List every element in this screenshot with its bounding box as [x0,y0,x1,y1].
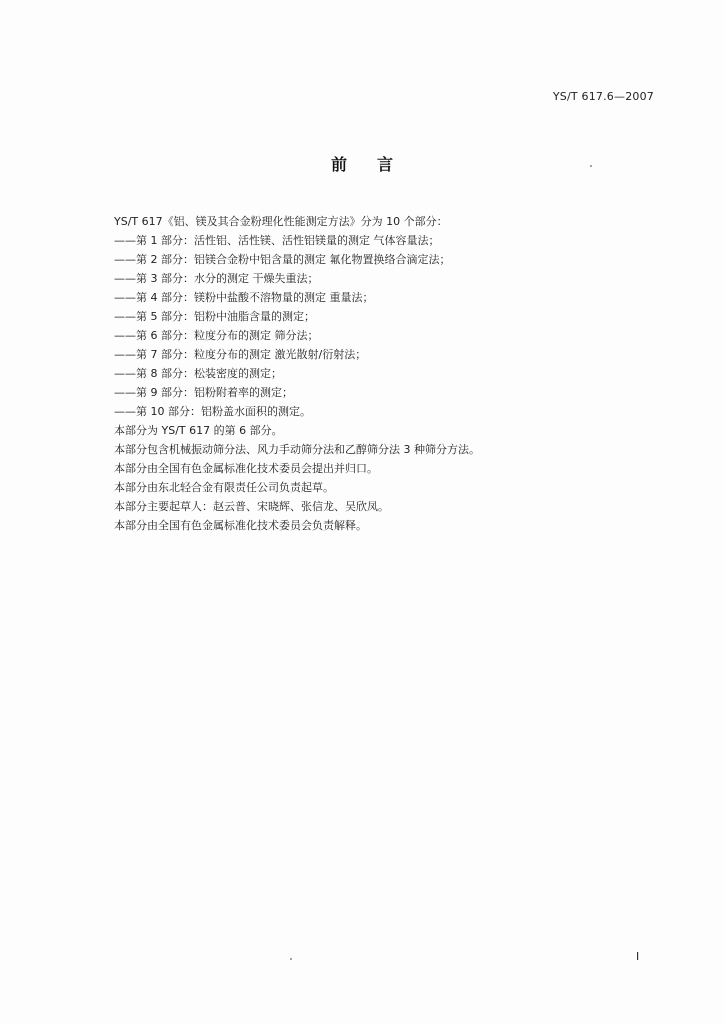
parts-list [114,231,674,421]
foreword-body [114,212,674,535]
foreword-paragraphs [114,421,674,535]
scan-speck [590,165,592,167]
list-item: ——第 8 部分：松装密度的测定； [114,367,282,380]
scan-speck [290,958,292,960]
document-code: YS/T 617.6—2007 [552,90,654,103]
list-item: ——第 7 部分：粒度分布的测定 激光散射/衍射法； [114,348,367,361]
paragraph: 本部分包含机械振动筛分法、风力手动筛分法和乙醇筛分法 3 种筛分方法。 [114,443,480,456]
paragraph: 本部分由全国有色金属标准化技术委员会负责解释。 [114,519,367,532]
list-item: ——第 5 部分：铝粉中油脂含量的测定； [114,310,315,323]
intro-line: YS/T 617《铝、镁及其合金粉理化性能测定方法》分为 10 个部分： [114,215,448,228]
paragraph: 本部分由东北轻合金有限责任公司负责起草。 [114,481,334,494]
page-number: I [636,950,640,963]
list-item: ——第 10 部分：铝粉盖水面积的测定。 [114,405,311,418]
paragraph: 本部分由全国有色金属标准化技术委员会提出并归口。 [114,462,378,475]
list-item: ——第 6 部分：粒度分布的测定 筛分法； [114,329,319,342]
list-item: ——第 2 部分：铝镁合金粉中铝含量的测定 氟化物置换络合滴定法； [114,253,451,266]
list-item: ——第 1 部分：活性铝、活性镁、活性铝镁量的测定 气体容量法； [114,234,440,247]
paragraph: 本部分主要起草人：赵云普、宋晓辉、张信龙、吴欣凤。 [114,500,389,513]
list-item: ——第 9 部分：铝粉附着率的测定； [114,386,293,399]
paragraph: 本部分为 YS/T 617 的第 6 部分。 [114,424,283,437]
list-item: ——第 3 部分：水分的测定 干燥失重法； [114,272,319,285]
list-item: ——第 4 部分：镁粉中盐酸不溶物量的测定 重量法； [114,291,374,304]
page-title: 前言 [330,155,423,174]
